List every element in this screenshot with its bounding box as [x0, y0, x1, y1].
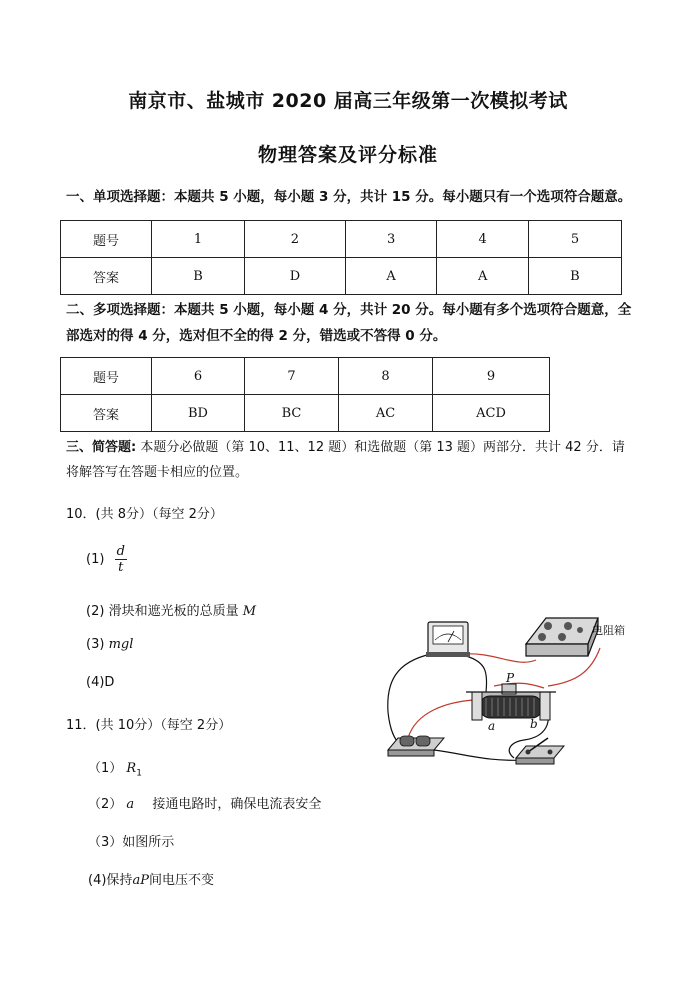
- q10-a4-label: (4): [86, 675, 105, 690]
- q11-answer-1: [88, 757, 142, 779]
- q11-header: 11．(共 10分）（每空 2分）: [66, 718, 232, 733]
- rheostat: [466, 684, 556, 720]
- row-label-number: 题号: [61, 221, 152, 258]
- q11-answer-2: [88, 793, 321, 812]
- resistance-box-label: 电阻箱: [592, 624, 625, 637]
- q10-answer-3: [86, 637, 133, 652]
- table-cell: 5: [528, 221, 621, 258]
- table-row: [61, 358, 550, 395]
- wire-black: [466, 656, 487, 692]
- table-cell: 7: [245, 358, 339, 395]
- q11-a4-suffix: 间电压不变: [148, 873, 214, 888]
- section3-heading-prefix: 三、简答题:: [66, 440, 137, 455]
- q11-a2-text: 接通电路时，确保电流表安全: [152, 797, 322, 812]
- terminal-label-b: b: [530, 717, 538, 731]
- q10-header: 10．(共 8分）（每空 2分）: [66, 507, 223, 522]
- section1-answer-table: [60, 220, 622, 295]
- table-cell: AC: [339, 395, 433, 432]
- section3-heading-line1: [66, 435, 646, 460]
- section1-heading: 一、单项选择题：本题共 5 小题，每小题 3 分，共计 15 分。每小题只有一个选项符合题意。: [66, 189, 632, 205]
- slider-label-p: P: [506, 671, 515, 685]
- q10-a2-var: M: [242, 604, 257, 619]
- table-row: [61, 221, 622, 258]
- q11-a1-sub: 1: [136, 768, 142, 779]
- table-cell: A: [345, 258, 437, 295]
- q10-a2-text: 滑块和遮光板的总质量: [108, 604, 239, 619]
- q11-a3-text: 如图所示: [122, 835, 175, 850]
- table-cell: 8: [339, 358, 433, 395]
- table-cell: 9: [433, 358, 550, 395]
- table-row: [61, 395, 550, 432]
- q10-a1-fraction: [115, 544, 127, 575]
- q11-a2-var: a: [126, 797, 135, 812]
- table-cell: ACD: [433, 395, 550, 432]
- q11-a2-label: （2）: [88, 797, 123, 812]
- section3-heading-rest: 本题分必做题（第 10、11、12 题）和选做题（第 13 题）两部分．共计 42 分．请: [136, 440, 625, 455]
- q10-a1-label: (1): [86, 552, 105, 567]
- battery: [388, 736, 444, 756]
- table-cell: B: [528, 258, 621, 295]
- q11-a1-label: （1）: [88, 761, 123, 776]
- table-cell: 2: [245, 221, 346, 258]
- wire-black: [434, 750, 526, 760]
- section2-heading: [66, 297, 646, 349]
- circuit-figure: [376, 612, 642, 772]
- ammeter: [426, 622, 470, 657]
- q10-answer-2: [86, 600, 256, 619]
- section2-answer-table: [60, 357, 550, 432]
- q11-a4-label: (4): [88, 873, 107, 888]
- q10-a3-var: mgl: [108, 637, 134, 652]
- q10-a1-numerator: d: [116, 544, 125, 559]
- table-row: [61, 258, 622, 295]
- page-subtitle: 物理答案及评分标准: [257, 144, 438, 166]
- q10-a1-denominator: t: [118, 560, 124, 575]
- q11-answer-4: [88, 869, 214, 888]
- table-cell: D: [245, 258, 346, 295]
- q11-a3-label: （3）: [88, 835, 123, 850]
- table-cell: A: [437, 258, 529, 295]
- q10-answer-1: [86, 544, 127, 575]
- q11-a4-prefix: 保持: [106, 873, 133, 888]
- q10-a4-text: D: [104, 675, 115, 690]
- q11-answer-3: [88, 831, 174, 850]
- table-cell: 3: [345, 221, 437, 258]
- row-label-answer: 答案: [61, 395, 152, 432]
- wire-black: [388, 654, 431, 746]
- row-label-number: 题号: [61, 358, 152, 395]
- terminal-label-a: a: [488, 719, 496, 733]
- q10-a2-label: (2): [86, 604, 105, 619]
- resistance-box: [526, 618, 598, 656]
- q10-answer-4: [86, 675, 114, 690]
- q10-a3-label: (3): [86, 637, 105, 652]
- wire-red: [408, 700, 474, 738]
- table-cell: 1: [152, 221, 245, 258]
- switch: [516, 738, 564, 764]
- table-cell: 4: [437, 221, 529, 258]
- section2-heading-line2: 部选对的得 4 分，选对但不全的得 2 分，错选或不答得 0 分。: [66, 328, 447, 344]
- section3-heading-line2: 将解答写在答题卡相应的位置。: [66, 465, 249, 480]
- row-label-answer: 答案: [61, 258, 152, 295]
- table-cell: 6: [152, 358, 245, 395]
- page-title: 南京市、盐城市 2020 届高三年级第一次模拟考试: [128, 90, 568, 112]
- table-cell: BD: [152, 395, 245, 432]
- q11-a4-var: aP: [132, 873, 149, 888]
- table-cell: B: [152, 258, 245, 295]
- wire-red: [464, 654, 536, 662]
- section3-heading: [66, 435, 646, 485]
- table-cell: BC: [245, 395, 339, 432]
- q11-a1-var: R: [126, 761, 137, 776]
- section2-heading-line1: 二、多项选择题：本题共 5 小题，每小题 4 分，共计 20 分。每小题有多个选项符合题意，全: [66, 302, 632, 318]
